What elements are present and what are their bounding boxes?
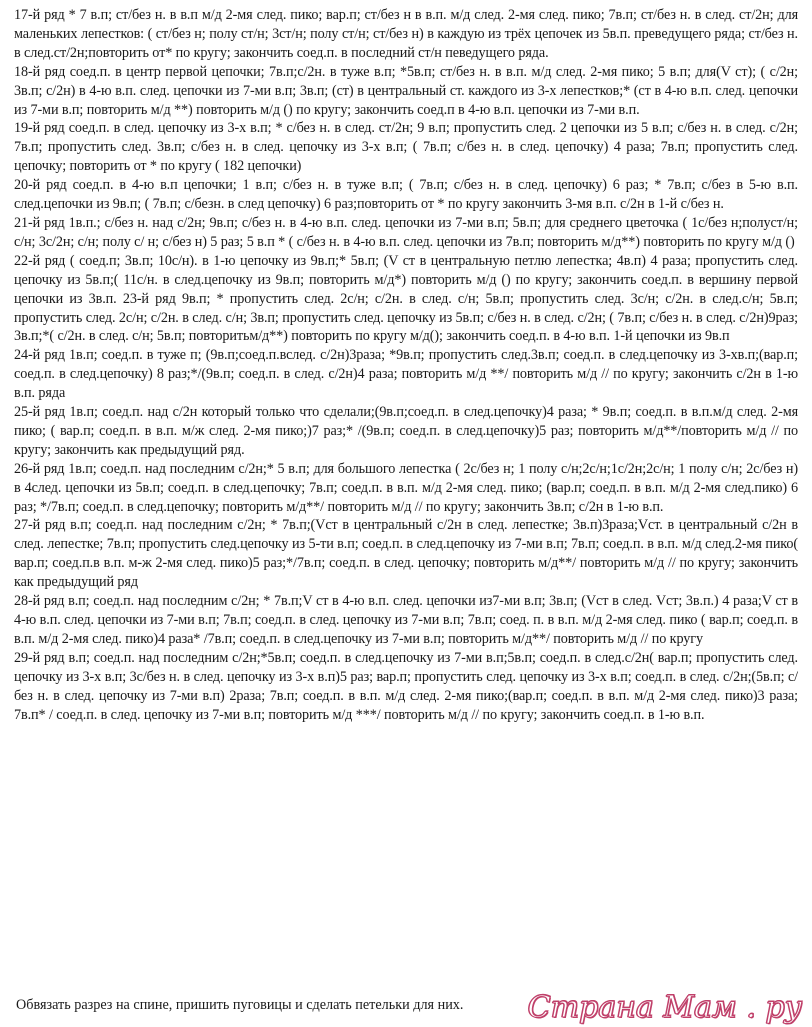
row-26: 26-й ряд 1в.п; соед.п. над последним с/2н;* 5 в.п; для большого лепестка ( 2с/без н; 1 полу с/н;2с/н;1с/2н;2с/н; 1 полу с/н; 2с/без н) в 4след. цепочки из 5в.п; соед.п. в след.цепочку; 7в.п; соед.п. в в.п. м/д 2-мя след. пико; (вар.п; соед.п. в в.п. м/д 2-мя след.пико) 6 раз; */7в.п; соед.п. в след.цепочку; повторить м/д**/ повторить м/д // по кругу; закончить 3в.п; с/2н в 1-ю в.п. — [14, 460, 798, 515]
row-22-23: 22-й ряд ( соед.п; 3в.п; 10с/н). в 1-ю цепочку из 9в.п;* 5в.п; (V ст в центральную петлю лепестка; 4в.п) 4 раза; пропустить след. цепочку из 5в.п;( 11с/н. в след.цепочку из 9в.п; повторить м/д*) повторить м/д () по кругу; закончить соед.п. в вершину первой цепочки из 3в.п. 23-й ряд 9в.п; * пропустить след. 2с/н; с/2н. в след. с/н; 5в.п; пропустить след. 3с/н; с/2н. в след.с/н; 5в.п; пропустить след. 2с/н; с/2н. в след. с/н; 3в.п; пропустить след. цепочку из 5в.п; с/без н. в след. с/2н; ( 7в.п; с/без н. в след. с/2н)9раз; 3в.п;*( с/2н. в след. с/н; 5в.п; повторитьм/д**) повторить по кругу м/д(); закончить соед.п. в 4-ю в.п. 1-й цепочки из 9в.п — [14, 252, 798, 345]
row-21: 21-й ряд 1в.п.; с/без н. над с/2н; 9в.п; с/без н. в 4-ю в.п. след. цепочки из 7-ми в.п; 5в.п; для среднего цветочка ( 1с/без н;полуст/н; с/н; 3с/2н; с/н; полу с/ н; с/без н) 5 раз; 5 в.п * ( с/без н. в 4-ю в.п. след. цепочки из 7в.п; повторить м/д**) повторить по кругу м/д () — [14, 214, 798, 250]
row-27: 27-й ряд в.п; соед.п. над последним с/2н; * 7в.п;(Vст в центральный с/2н в след. лепестке; 3в.п)3раза;Vст. в центральный с/2н в след. лепестке; 7в.п; пропустить след.цепочку из 5-ти в.п; соед.п. в след.цепочку из 7-ми в.п; 7в.п; соед.п. в в.п. м/д след.2-мя пико( вар.п; соед.п.в в.п. м-ж 2-мя след. пико)5 раз;*/7в.п; соед.п. в след. цепочку; повторить м/д**/ повторить м/д // по кругу; закончить как предыдущий ряд — [14, 517, 798, 591]
row-20: 20-й ряд соед.п. в 4-ю в.п цепочки; 1 в.п; с/без н. в туже в.п; ( 7в.п; с/без н. в след. цепочку) 6 раз; * 7в.п; с/без в 5-ю в.п. след.цепочки из 9в.п; ( 7в.п; с/безн. в след цепочку) 6 раз;повторить от * по кругу закончить 3-мя в.п. с/2н в 1-й с/без н. — [14, 177, 798, 213]
row-29: 29-й ряд в.п; соед.п. над последним с/2н;*5в.п; соед.п. в след.цепочку из 7-ми в.п;5в.п; соед.п. в след.с/2н( вар.п; пропустить след. цепочку из 3-х в.п; 3с/без н. в след. цепочку из 3-х в.п)5 раз; вар.п; пропустить след. цепочку из 3-х в.п; соед.п. в след. с/2н;(5в.п; с/без н. в след. цепочку из 7-ми в.п) 2раза; 7в.п; соед.п. в в.п. м/д след. 2-мя пико;(вар.п; соед.п. в в.п. м/д 2-мя след. пико)3 раза; 7в.п* / соед.п. в след. цепочку из 7-ми в.п; повторить м/д ***/ повторить м/д // по кругу; закончить соед.п. в 1-ю в.п. — [14, 649, 798, 723]
instructions-text — [14, 6, 798, 724]
row-18: 18-й ряд соед.п. в центр первой цепочки; 7в.п;с/2н. в туже в.п; *5в.п; ст/без н. в в.п. м/д след. 2-мя пико; 5 в.п; для(V ст); ( с/2н; 3в.п; с/2н) в 4-ю в.п. след. цепочки из 7-ми в.п; 3в.п; (ст) в центральный ст. каждого из 3-х лепестков;* (ст в 4-ю в.п. след. цепочки из 7-ми в.п; повторить м/д **) повторить м/д () по кругу; закончить соед.п в 4-ю в.п. цепочки из 7-ми в.п. — [14, 63, 798, 118]
site-watermark-logo: Страна Мам . ру — [527, 990, 802, 1025]
row-28: 28-й ряд в.п; соед.п. над последним с/2н; * 7в.п;V ст в 4-ю в.п. след. цепочки из7-ми в.п; 3в.п; (Vст в след. Vст; 3в.п.) 4 раза;V ст в 4-ю в.п. след. цепочки из 7-ми в.п; 7в.п; соед.п. в след. цепочку из 7-ми в.п; 7в.п; соед. п. в в.п. м/д 2-мя след. пико ( вар.п; соед.п. в в.п. м/д 2-мя след. пико)4 раза* /7в.п; соед.п. в след.цепочку из 7-ми в.п; повторить м/д**/ повторить м/д // по кругу — [14, 593, 798, 647]
closing-note: Обвязать разрез на спине, пришить пуговицы и сделать петельки для них. — [16, 997, 464, 1013]
row-24: 24-й ряд 1в.п; соед.п. в туже п; (9в.п;соед.п.вслед. с/2н)3раза; *9в.п; пропустить след.3в.п; соед.п. в след.цепочку из 3-хв.п;(вар.п; соед.п. в след.цепочку) 8 раз;*/(9в.п; соед.п. в след. с/2н)4 раза; повторить м/д **/ повторить м/д // по кругу; закончить с/2н в 1-ю в.п. ряда — [14, 347, 798, 402]
row-19: 19-й ряд соед.п. в след. цепочку из 3-х в.п; * с/без н. в след. ст/2н; 9 в.п; пропустить след. 2 цепочки из 5 в.п; с/без н. в след. с/2н; 7в.п; пропустить след. 3в.п; с/без н. в след. цепочку из 3-х в.п; ( 7в.п; с/без н. в след. цепочку) 4 раза; 7в.п; пропустить след. цепочку; повторить от * по кругу ( 182 цепочки) — [14, 120, 798, 175]
row-25: 25-й ряд 1в.п; соед.п. над с/2н который только что сделали;(9в.п;соед.п. в след.цепочку)4 раза; * 9в.п; соед.п. в в.п.м/д след. 2-мя пико; ( вар.п; соед.п. в в.п. м/ж след. 2-мя пико;)7 раз;* /(9в.п; соед.п. в след.цепочку)5 раз; повторить м/д**/повторить м/д // по кругу; закончить как предыдущий ряд. — [14, 404, 798, 458]
row-17: 17-й ряд * 7 в.п; ст/без н. в в.п м/д 2-мя след. пико; вар.п; ст/без н в в.п. м/д след. 2-мя след. пико; 7в.п; ст/без н. в след. ст/2н; для маленьких лепестков: ( ст/без н; полу ст/н; 3ст/н; полу ст/н; ст/без н) в каждую из трёх цепочек из 5в.п. преведущего ряда; ст/без н. в след.ст/2н;повторить от* по кругу; закончить соед.п. в последний ст/н певедущего ряда. — [14, 7, 798, 61]
